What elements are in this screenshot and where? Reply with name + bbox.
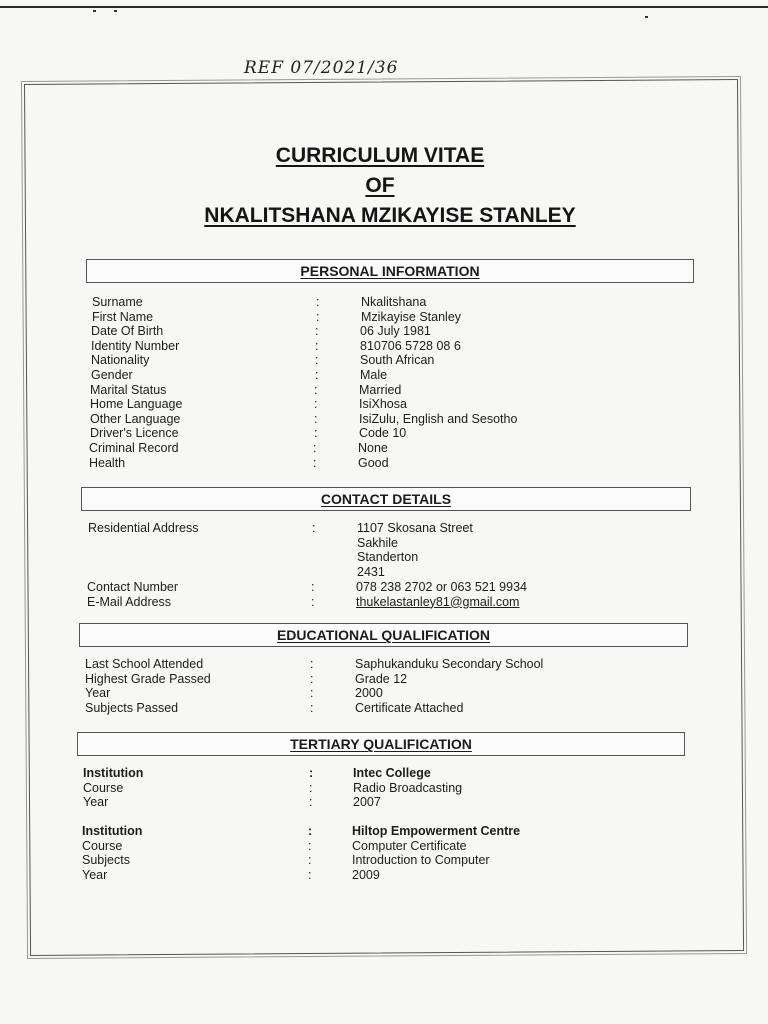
section-personal-information: PERSONAL INFORMATION (86, 259, 694, 283)
cv-name-heading: NKALITSHANA MZIKAYISE STANLEY (204, 204, 576, 227)
field-value: Male (360, 368, 388, 382)
field-separator: : (311, 594, 315, 609)
field-value: Introduction to Computer (352, 853, 490, 868)
field-separator: : (314, 382, 318, 397)
field-value: Saphukanduku Secondary School (355, 657, 544, 671)
field-separator: : (310, 671, 314, 686)
section-contact-details: CONTACT DETAILS (81, 487, 691, 511)
field-value: 2431 (357, 564, 385, 579)
field-value: 2009 (352, 867, 380, 882)
field-value: South African (360, 353, 435, 368)
field-label: Contact Number (87, 580, 179, 594)
field-label: E-Mail Address (87, 594, 172, 609)
field-separator: : (309, 795, 313, 810)
field-label: Subjects Passed (85, 700, 179, 715)
field-label: Driver's Licence (90, 426, 179, 441)
field-separator: : (315, 324, 319, 339)
field-label: Year (83, 795, 109, 810)
field-separator: : (308, 853, 312, 868)
field-separator: : (311, 580, 315, 594)
field-value: None (358, 441, 388, 455)
scan-speck (645, 16, 648, 18)
cv-title-of: OF (365, 174, 395, 197)
field-label: Residential Address (88, 521, 199, 535)
field-value: Mzikayise Stanley (361, 309, 462, 324)
field-separator: : (313, 455, 317, 470)
field-value: Certificate Attached (355, 700, 464, 715)
field-separator: : (315, 338, 319, 353)
field-value: IsiXhosa (359, 397, 407, 412)
field-label: Criminal Record (89, 441, 179, 455)
field-separator: : (313, 441, 317, 455)
field-separator: : (309, 766, 314, 780)
field-label: Health (89, 455, 126, 470)
field-value: 810706 5728 08 6 (360, 338, 461, 353)
field-label: Institution (83, 766, 144, 780)
field-separator: : (314, 426, 318, 441)
field-value: 06 July 1981 (360, 324, 431, 339)
field-separator: : (310, 700, 314, 715)
field-value: Computer Certificate (352, 838, 467, 853)
section-educational-qualification: EDUCATIONAL QUALIFICATION (79, 623, 688, 647)
scan-speck (114, 10, 117, 12)
field-value: 078 238 2702 or 063 521 9934 (356, 580, 527, 594)
field-value: Intec College (353, 766, 431, 780)
field-value: Nkalitshana (361, 295, 427, 309)
field-separator: : (314, 397, 318, 412)
field-value: Code 10 (359, 426, 407, 441)
field-value: Radio Broadcasting (353, 780, 463, 795)
field-separator: : (310, 686, 314, 701)
field-separator: : (315, 353, 319, 368)
field-separator: : (308, 867, 312, 882)
field-separator: : (315, 368, 319, 382)
field-separator: : (312, 521, 316, 535)
email-link[interactable]: thukelastanley81@gmail.com (356, 594, 520, 609)
handwritten-reference: REF 07/2021/36 (244, 58, 399, 78)
field-value: Standerton (357, 550, 419, 565)
field-label: Highest Grade Passed (85, 671, 211, 686)
field-separator: : (316, 309, 320, 324)
field-label: Nationality (91, 353, 150, 368)
field-separator: : (308, 824, 313, 838)
field-value: 1107 Skosana Street (357, 521, 473, 535)
field-label: Surname (92, 295, 143, 309)
field-value: 2000 (355, 686, 383, 701)
field-separator: : (309, 780, 313, 795)
section-tertiary-qualification: TERTIARY QUALIFICATION (77, 732, 685, 756)
field-label: First Name (92, 309, 154, 324)
field-value: Hiltop Empowerment Centre (352, 824, 521, 838)
cv-title: CURRICULUM VITAE (275, 144, 485, 167)
field-separator: : (310, 657, 314, 671)
field-label: Subjects (82, 853, 130, 868)
field-separator: : (314, 411, 318, 426)
field-label: Course (82, 838, 123, 853)
field-label: Marital Status (90, 382, 167, 397)
field-label: Institution (82, 824, 143, 838)
scan-edge-line (0, 6, 768, 8)
field-value: IsiZulu, English and Sesotho (359, 411, 518, 426)
field-label: Date Of Birth (91, 324, 164, 339)
field-label: Gender (91, 368, 133, 382)
field-value: Sakhile (357, 535, 398, 550)
field-label: Year (82, 867, 108, 882)
field-label: Home Language (90, 397, 183, 412)
field-label: Identity Number (91, 338, 180, 353)
field-value: 2007 (353, 795, 381, 810)
scan-speck (93, 10, 96, 12)
field-label: Other Language (90, 411, 181, 426)
field-label: Last School Attended (85, 657, 204, 671)
field-value: Married (359, 382, 402, 397)
field-value: Good (358, 455, 389, 470)
field-separator: : (316, 295, 320, 309)
field-label: Course (83, 780, 124, 795)
field-value: Grade 12 (355, 671, 408, 686)
field-separator: : (308, 838, 312, 853)
field-label: Year (85, 686, 111, 701)
